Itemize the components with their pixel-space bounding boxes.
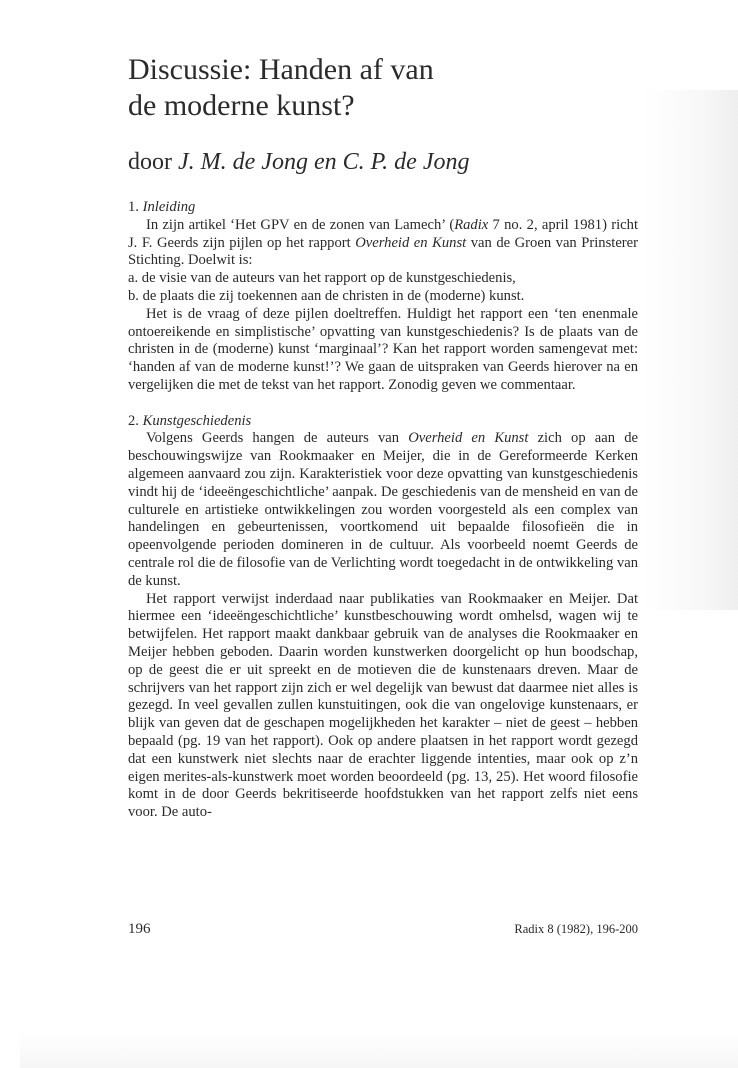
article-title: [128, 52, 628, 124]
section-gap: [128, 395, 638, 413]
intro-text-1: In zijn artikel ‘Het GPV en de zonen van Lamech’ (: [146, 216, 455, 233]
s2p1-report-title: Overheid en Kunst: [408, 430, 529, 447]
byline-prefix: door: [128, 149, 172, 175]
title-line-2: de moderne kunst?: [128, 89, 355, 122]
section-2-title: Kunstgeschiedenis: [142, 412, 252, 429]
list-item-b: b. de plaats die zij toekennen aan de christen in de (moderne) kunst.: [128, 287, 525, 304]
list-item-a: a. de visie van de auteurs van het rapport op de kunstgeschiedenis,: [128, 270, 516, 287]
section-2-heading: [128, 413, 638, 431]
intro-journal: Radix: [454, 216, 489, 233]
byline-authors: J. M. de Jong en C. P. de Jong: [178, 149, 470, 175]
body-text: [128, 199, 638, 822]
section-2-paragraph-1: [128, 430, 638, 590]
s2p1-text-b: zich op aan de beschouwingswijze van Rookmaaker en Meijer, die in de Gereformeerde Kerken algemeen aanvaard zou zijn. Karakteristiek voor deze opvatting van kunstgeschiedenis vindt hij de ‘ideeëngeschichtliche’ aanpak. De geschiedenis van de mensheid en van de culturele en artistieke ontwikkelingen zou worden voorgesteld als een complex van handelingen en gebeurtenissen, voortkomend uit bepaalde filosofieën die in opeenvolgende perioden domineren in de cultuur. Als voorbeeld noemt Geerds de centrale rol die de filosofie van de Verlichting wordt toegedacht in de ontwikkeling van de kunst.: [128, 430, 638, 589]
section-1-number: 1.: [128, 199, 139, 215]
title-line-1: Discussie: Handen af van: [128, 53, 434, 86]
section-1-paragraph-1: [128, 217, 638, 270]
section-1-paragraph-2: Het is de vraag of deze pijlen doeltreffen. Huldigt het rapport een ‘ten enenmale ontoereikende en simplistische’ opvatting van kunstgeschiedenis? Is de plaats van de christen in de (moderne) kunst ‘marginaal’? Kan het rapport worden samengevat met: ‘handen af van de moderne kunst!’? We gaan de uitspraken van Geerds hierover na en vergelijken die met de tekst van het rapport. Zonodig geven we commentaar.: [128, 305, 638, 393]
byline: [128, 148, 648, 176]
journal-citation: Radix 8 (1982), 196-200: [514, 922, 638, 936]
scan-bottom-band: [20, 1030, 738, 1068]
page-number: 196: [128, 921, 151, 937]
section-1-title: Inleiding: [142, 199, 196, 215]
s2p1-text-a: Volgens Geerds hangen de auteurs van: [146, 430, 409, 447]
section-1-heading: [128, 199, 638, 217]
intro-report-title: Overheid en Kunst: [355, 234, 467, 251]
page-bleed-shadow: [643, 90, 738, 610]
intro-text-3: van de Groen van Prinsterer Stichting. Doelwit is:: [128, 234, 638, 269]
section-2-paragraph-2: Het rapport verwijst inderdaad naar publikaties van Rookmaaker en Meijer. Dat hiermee een ‘ideeëngeschichtliche’ kunstbeschouwing wordt omhelsd, wagen wij te betwijfelen. Het rapport maakt dankbaar gebruik van de analyses die Rookmaaker en Meijer hebben geboden. Daarin worden kunstwerken doorgelicht op hun boodschap, op de geest die er uit spreekt en de motieven die de kunstenaars dreven. Maar de schrijvers van het rapport zijn zich er wel degelijk van bewust dat daarmee niet alles is gezegd. In veel gevallen zullen kunstuitingen, ook die van ongelovige kunstenaars, er blijk van geven dat de geschapen mogelijkheden het karakter – niet de geest – hebben bepaald (pg. 19 van het rapport). Ook op andere plaatsen in het rapport wordt gezegd dat een kunstwerk niet slechts naar de erachter liggende intenties, maar ook op z’n eigen merites-als-kunstwerk moet worden beoordeeld (pg. 13, 25). Het woord filosofie komt in de door Geerds bekritiseerde hoofdstukken van het rapport zelfs niet eens voor. De auto-: [128, 590, 638, 821]
section-2-number: 2.: [128, 412, 139, 429]
intro-text-2: 7 no. 2, april 1981) richt J. F. Geerds zijn pijlen op het rapport: [128, 216, 638, 251]
